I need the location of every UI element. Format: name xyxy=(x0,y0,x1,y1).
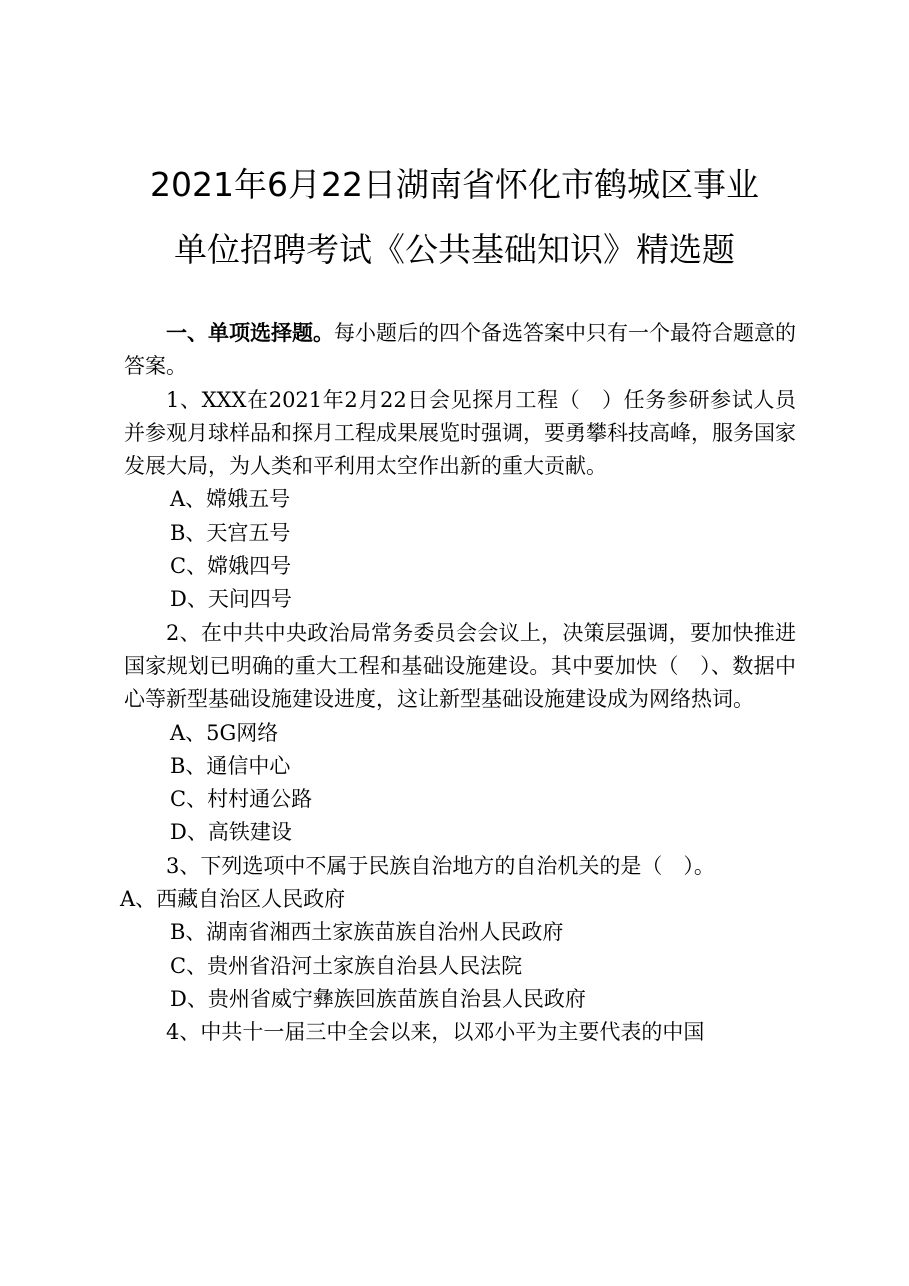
document-body xyxy=(120,317,796,1050)
question-3-option-a: A、西藏自治区人民政府 xyxy=(120,887,346,912)
document-title-line-1: 2021年6月22日湖南省怀化市鹤城区事业 xyxy=(150,165,759,204)
question-1-option-c: C、嫦娥四号 xyxy=(170,554,292,579)
question-1-option-b: B、天宫五号 xyxy=(170,520,291,545)
question-1-stem: 1、XXX在2021年2月22日会见探月工程（ ）任务参研参试人员并参观月球样品和探月工程成果展览时强调，要勇攀科技高峰，服务国家发展大局，为人类和平利用太空作出新的重大贡献。 xyxy=(124,387,796,479)
question-2-stem: 2、在中共中央政治局常务委员会会议上，决策层强调，要加快推进国家规划已明确的重大工程和基础设施建设。其中要加快（ ）、数据中心等新型基础设施建设进度，这让新型基础设施建设成为网络热词。 xyxy=(124,620,796,712)
question-3-option-c: C、贵州省沿河土家族自治县人民法院 xyxy=(170,953,523,978)
section-instruction: 每小题后的四个备选答案中只有一个最符合题意的答案。 xyxy=(124,321,796,379)
question-2-option-b: B、通信中心 xyxy=(170,753,291,778)
question-2-option-c: C、村村通公路 xyxy=(170,787,313,812)
section-intro xyxy=(124,317,796,384)
question-3-option-b: B、湖南省湘西土家族苗族自治州人民政府 xyxy=(170,920,564,945)
question-1-option-d: D、天问四号 xyxy=(170,587,292,612)
question-4-stem: 4、中共十一届三中全会以来，以邓小平为主要代表的中国 xyxy=(166,1020,705,1045)
question-3-stem: 3、下列选项中不属于民族自治地方的自治机关的是（ ）。 xyxy=(166,853,715,878)
question-2-option-d: D、高铁建设 xyxy=(170,820,292,845)
section-heading: 一、单项选择题。 xyxy=(166,321,334,345)
question-1-option-a: A、嫦娥五号 xyxy=(170,487,291,512)
document-title-line-2: 单位招聘考试《公共基础知识》精选题 xyxy=(174,230,735,269)
question-3-option-d: D、贵州省威宁彝族回族苗族自治县人民政府 xyxy=(170,986,586,1011)
question-2-option-a: A、5G网络 xyxy=(170,720,279,745)
